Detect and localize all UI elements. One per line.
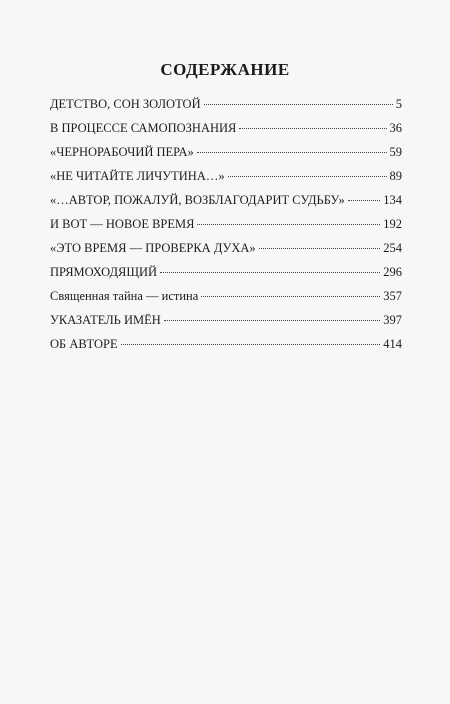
toc-entry-page: 414 [383,337,402,351]
dot-leader [204,104,393,105]
toc-entry [50,193,402,217]
toc-entry [50,265,402,289]
toc-entry-title: «ЧЕРНОРАБОЧИЙ ПЕРА» [50,145,194,159]
toc-entry-page: 134 [383,193,402,207]
toc-entry-page: 296 [383,265,402,279]
toc-entry [50,241,402,265]
dot-leader [197,152,387,153]
toc-entry-title: ПРЯМОХОДЯЩИЙ [50,265,158,279]
dot-leader [160,272,380,273]
toc-entry [50,313,402,337]
dot-leader [201,296,380,297]
dot-leader [164,320,380,321]
dot-leader [121,344,381,345]
toc-entry-page: 36 [389,121,402,135]
toc-title: СОДЕРЖАНИЕ [160,60,290,79]
toc-entry-page: 5 [395,97,402,111]
table-of-contents [50,97,402,361]
toc-entry-page: 192 [383,217,402,231]
toc-entry-title: Священная тайна — истина [50,289,199,303]
dot-leader [259,248,381,249]
toc-entry-page: 254 [383,241,402,255]
dot-leader [197,224,380,225]
toc-entry-title: ДЕТСТВО, СОН ЗОЛОТОЙ [50,97,201,111]
toc-entry-title: «ЭТО ВРЕМЯ — ПРОВЕРКА ДУХА» [50,241,256,255]
dot-leader [228,176,387,177]
dot-leader [239,128,386,129]
toc-entry [50,145,402,169]
toc-entry-page: 397 [383,313,402,327]
toc-entry-title: И ВОТ — НОВОЕ ВРЕМЯ [50,217,195,231]
toc-entry-title: ОБ АВТОРЕ [50,337,118,351]
toc-entry-title: «…АВТОР, ПОЖАЛУЙ, ВОЗБЛАГОДАРИТ СУДЬБУ» [50,193,345,207]
toc-entry [50,289,402,313]
toc-entry [50,337,402,361]
toc-entry-page: 357 [383,289,402,303]
toc-entry [50,121,402,145]
toc-entry-title: В ПРОЦЕССЕ САМОПОЗНАНИЯ [50,121,237,135]
dot-leader [348,200,380,201]
toc-entry-title: УКАЗАТЕЛЬ ИМЁН [50,313,161,327]
toc-entry [50,169,402,193]
toc-entry [50,97,402,121]
toc-entry-page: 89 [389,169,402,183]
toc-entry-page: 59 [389,145,402,159]
toc-entry-title: «НЕ ЧИТАЙТЕ ЛИЧУТИНА…» [50,169,225,183]
toc-entry [50,217,402,241]
